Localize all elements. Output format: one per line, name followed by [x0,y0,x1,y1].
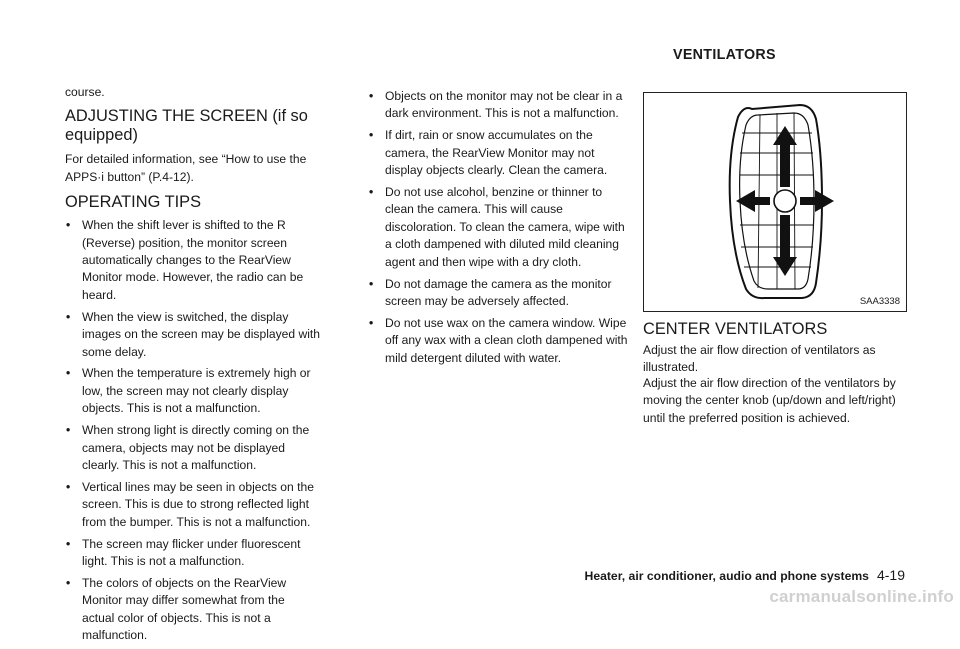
list-item [368,127,630,179]
bullet-marker: • [369,276,374,291]
section-title: VENTILATORS [673,47,776,63]
bullet-marker: • [66,366,71,381]
list-item-text: The colors of objects on the RearView Monitor may differ somewhat from the actual color of objects. This is not a malfunction. [82,575,287,643]
center-ventilators-text-1: Adjust the air flow direction of ventilators as illustrated. [643,343,876,375]
list-item [368,88,630,123]
list-item-text: If dirt, rain or snow accumulates on the camera, the RearView Monitor may not display objects clearly. Clean the camera. [385,128,608,178]
bullet-marker: • [66,218,71,233]
ventilator-illustration [644,93,906,311]
operating-tips-heading: OPERATING TIPS [65,193,202,212]
list-item-text: Vertical lines may be seen in objects on the screen. This is due to strong reflected light from the bumper. This is not a malfunction. [82,479,314,529]
list-item-text: When the shift lever is shifted to the R (Reverse) position, the monitor screen automatically changes to the RearView Monitor mode. However, the radio can be heard. [82,218,304,302]
bullet-marker: • [66,536,71,551]
chapter-title: Heater, air conditioner, audio and phone systems [584,569,869,583]
center-ventilators-heading: CENTER VENTILATORS [643,320,828,338]
bullet-marker: • [369,315,374,330]
list-item [65,575,320,645]
list-item-text: When strong light is directly coming on the camera, objects may not be displayed clearly. This is not a malfunction. [82,423,310,472]
list-item-text: Do not use wax on the camera window. Wipe off any wax with a clean cloth dampened with mild detergent diluted with water. [385,315,628,365]
list-item-text: Do not damage the camera as the monitor screen may be adversely affected. [385,276,612,308]
operating-tips-list [65,217,320,644]
continuation-text: course. [65,85,105,99]
list-item-text: Objects on the monitor may not be clear in a dark environment. This is not a malfunction. [385,89,623,121]
list-item [368,315,630,367]
arrow-left-icon [736,190,770,212]
page-footer [585,567,905,583]
list-item [368,184,630,271]
bullet-marker: • [66,479,71,494]
list-item-text: When the view is switched, the display images on the screen may be displayed with some delay. [82,309,320,359]
bullet-marker: • [66,575,71,590]
bullet-marker: • [66,309,71,324]
bullet-marker: • [66,423,71,438]
list-item [65,217,320,304]
center-knob-icon [774,190,796,212]
camera-tips-list [368,88,630,367]
figure-code: SAA3338 [859,296,900,307]
arrow-right-icon [800,190,834,212]
watermark: carmanualsonline.info [769,587,954,606]
adjusting-screen-heading: ADJUSTING THE SCREEN (if so equipped) [65,107,308,145]
list-item [65,479,320,531]
middle-column [368,88,630,372]
bullet-marker: • [369,185,374,200]
list-item-text: When the temperature is extremely high or low, the screen may not clearly display objects. This is not a malfunction. [82,366,311,416]
left-column [65,84,320,649]
list-item [65,365,320,417]
list-item [65,309,320,361]
page-number: 4-19 [876,567,905,583]
adjusting-screen-text: For detailed information, see “How to use the APPS·i button” (P.4-12). [65,152,307,184]
bullet-marker: • [369,89,374,103]
ventilator-figure [643,92,907,312]
list-item [65,536,320,571]
list-item [368,276,630,311]
list-item-text: Do not use alcohol, benzine or thinner to clean the camera. This will cause discoloration. To clean the camera, wipe with a cloth dampened with diluted mild cleaning agent and then wipe with a dry cloth. [385,185,625,269]
bullet-marker: • [369,128,374,143]
center-ventilators-text-2: Adjust the air flow direction of the ventilators by moving the center knob (up/down and left/right) until the preferred position is achieved. [643,376,896,425]
list-item-text: The screen may flicker under fluorescent light. This is not a malfunction. [82,536,301,569]
list-item [65,422,320,474]
